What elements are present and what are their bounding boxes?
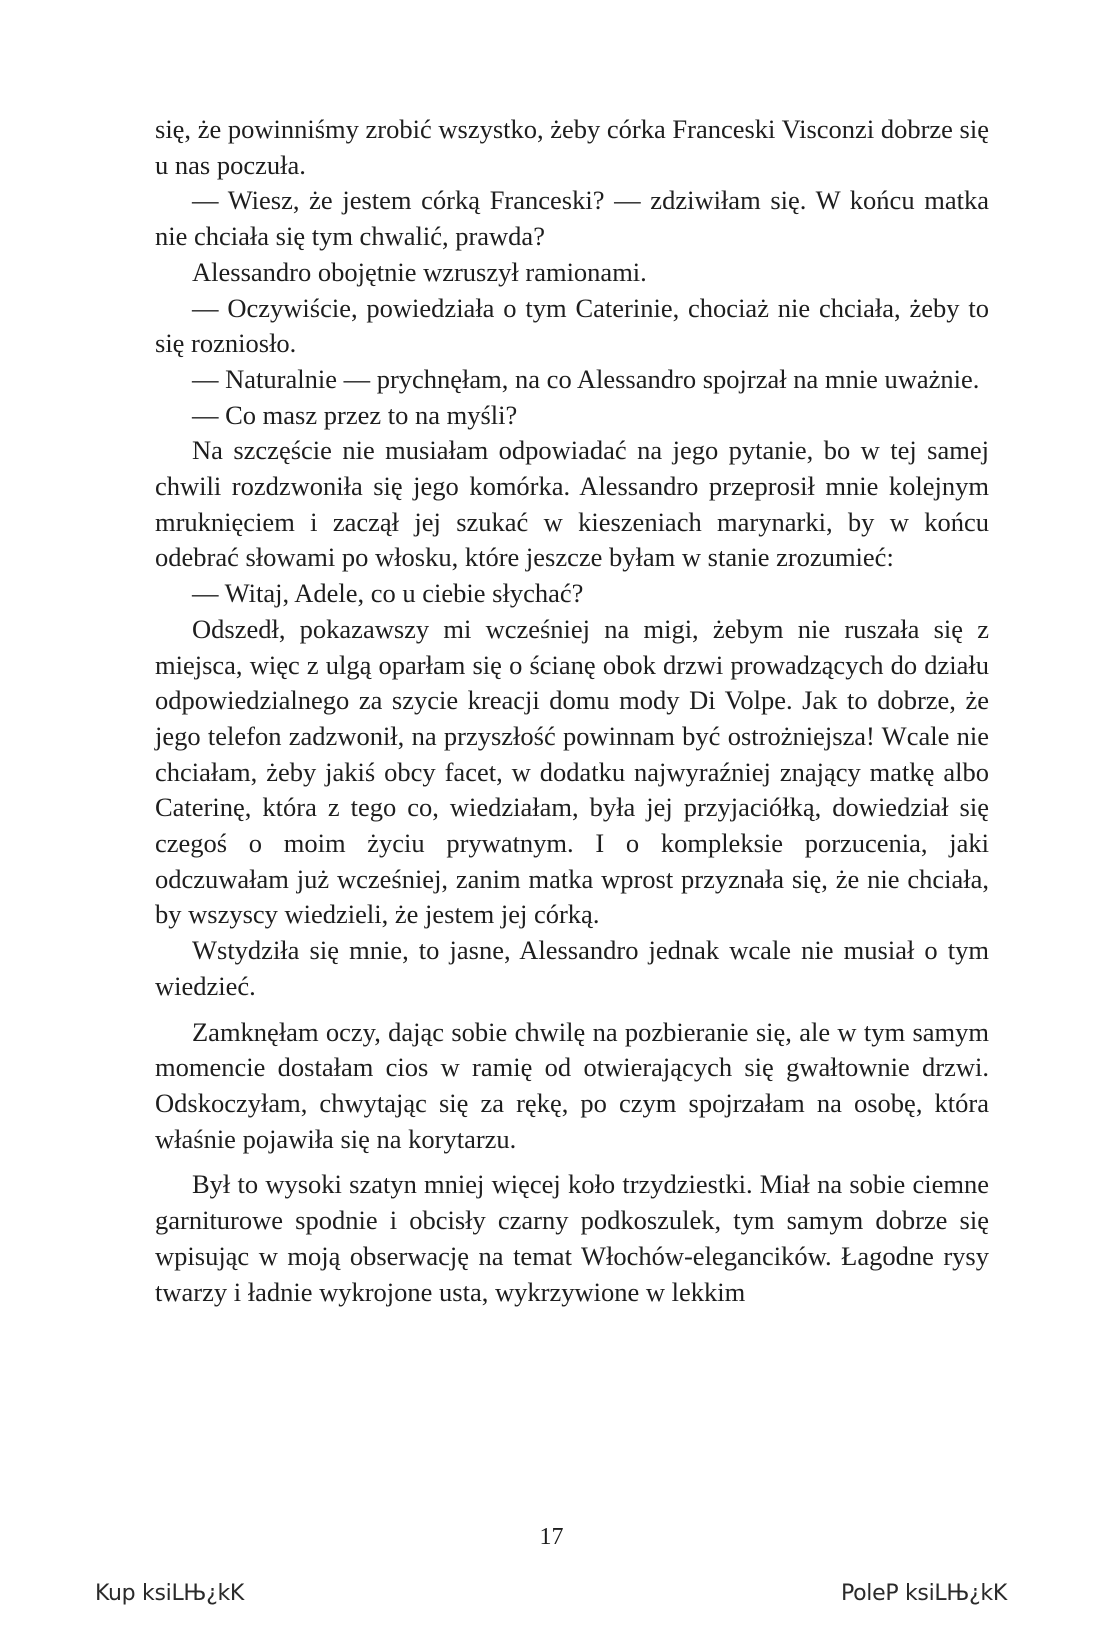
paragraph: Odszedł, pokazawszy mi wcześniej na migi, żebym nie ruszała się z miejsca, więc z ulgą oparłam się o ścianę obok drzwi prowadzących do działu odpowiedzialnego za szycie kreacji domu mody Di Volpe. Jak to dobrze, że jego telefon zadzwonił, na przyszłość powinnam być ostrożniejsza! Wcale nie chciałam, żeby jakiś obcy facet, w dodatku najwyraźniej znający matkę albo Caterinę, która z tego co, wiedziałam, była jej przyjaciółką, dowiedział się czegoś o moim życiu prywatnym. I o kompleksie porzucenia, jaki odczuwałam już wcześniej, zanim matka wprost przyznała się, że nie chciała, by wszyscy wiedzieli, że jestem jej córką. [155, 613, 989, 930]
paragraph-dialogue: — Naturalnie — prychnęłam, na co Alessandro spojrzał na mnie uważnie. [192, 363, 980, 394]
paragraph-dialogue: — Co masz przez to na myśli? [192, 399, 518, 430]
body-text [155, 112, 989, 1310]
paragraph: Zamknęłam oczy, dając sobie chwilę na pozbieranie się, ale w tym samym momencie dostałam cios w ramię od otwierających się gwałtownie drzwi. Odskoczyłam, chwytając się za rękę, po czym spojrzałam na osobę, która właśnie pojawiła się na korytarzu. [155, 1016, 989, 1154]
paragraph: Był to wysoki szatyn mniej więcej koło trzydziestki. Miał na sobie ciemne garniturowe spodnie i obcisły czarny podkoszulek, tym samym dobrze się wpisując w moją obserwację na temat Włochów-elegancików. Łagodne rysy twarzy i ładnie wykrojone usta, wykrzywione w lekkim [155, 1169, 989, 1307]
paragraph: Na szczęście nie musiałam odpowiadać na jego pytanie, bo w tej samej chwili rozdzwoniła się jego komórka. Alessandro przeprosił mnie kolejnym mruknięciem i zaczął jej szukać w kieszeniach marynarki, by w końcu odebrać słowami po włosku, które jeszcze byłam w stanie zrozumieć: [155, 435, 989, 573]
page-number: 17 [539, 1524, 564, 1550]
paragraph: Alessandro obojętnie wzruszył ramionami. [192, 256, 647, 287]
paragraph-dialogue: — Witaj, Adele, co u ciebie słychać? [192, 578, 584, 609]
paragraph-dialogue: — Oczywiście, powiedziała o tym Caterinie, chociaż nie chciała, żeby to się rozniosło. [155, 292, 989, 359]
paragraph-continued: się, że powinniśmy zrobić wszystko, żeby córka Franceski Visconzi dobrze się u nas poczuła. [155, 114, 989, 180]
buy-book-link[interactable]: Kup ksiLЊ¿kK [95, 1581, 245, 1606]
recommend-book-link[interactable]: PoleP ksiLЊ¿kK [840, 1581, 1007, 1606]
paragraph-dialogue: — Wiesz, że jestem córką Franceski? — zdziwiłam się. W końcu matka nie chciała się tym chwalić, prawda? [155, 185, 989, 252]
paragraph: Wstydziła się mnie, to jasne, Alessandro jednak wcale nie musiał o tym wiedzieć. [155, 935, 989, 1001]
